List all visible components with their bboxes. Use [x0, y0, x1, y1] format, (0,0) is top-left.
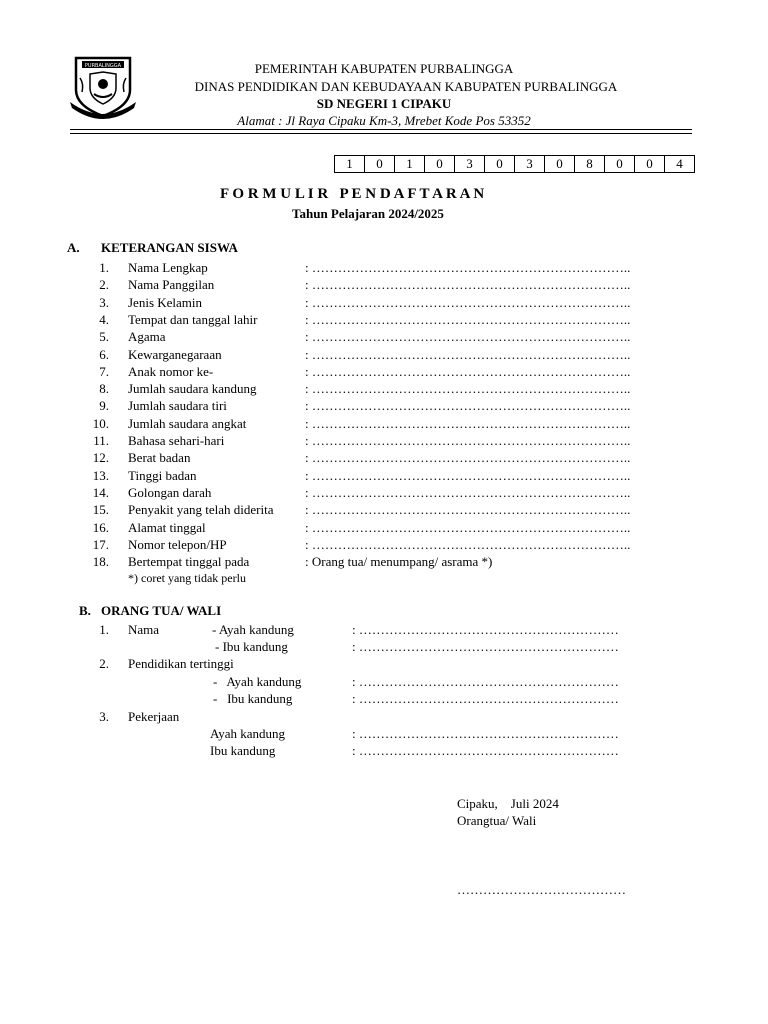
section-b-fill-line: : …………………………………………………… — [352, 622, 619, 637]
section-a-item-number: 18. — [92, 554, 109, 569]
section-a-item-fill: : ……………………………………………………………….. — [305, 416, 631, 431]
section-a-item-label: Berat badan — [128, 450, 191, 465]
section-a-item-label: Nama Lengkap — [128, 260, 208, 275]
section-b-sublabel: - Ibu kandung — [213, 691, 293, 706]
section-a-item-number: 8. — [99, 381, 109, 396]
section-b-item-number: 3. — [99, 709, 109, 724]
section-a-item-fill: : ……………………………………………………………….. — [305, 398, 631, 413]
section-a-item-label: Agama — [128, 329, 166, 344]
section-a-item-fill: : ……………………………………………………………….. — [305, 312, 631, 327]
section-a-item-label: Kewarganegaraan — [128, 347, 222, 362]
registration-digit: 0 — [425, 156, 455, 173]
header-divider-thick — [70, 129, 692, 130]
section-a-item-number: 4. — [99, 312, 109, 327]
section-a-letter: A. — [67, 240, 80, 255]
section-a-item-label: Anak nomor ke- — [128, 364, 214, 379]
section-b-fill-line: : …………………………………………………… — [352, 674, 619, 689]
section-a-item-label: Jenis Kelamin — [128, 295, 203, 310]
registration-digit: 3 — [455, 156, 485, 173]
section-b-fill-line: : …………………………………………………… — [352, 726, 619, 741]
section-a-item-fill: : ……………………………………………………………….. — [305, 260, 631, 275]
section-a-title: KETERANGAN SISWA — [101, 240, 238, 255]
section-b-fill-line: : …………………………………………………… — [352, 639, 619, 654]
section-a-item-fill: : ……………………………………………………………….. — [305, 347, 631, 362]
form-title: F O R M U L I R P E N D A F T A R A N — [220, 186, 485, 202]
signature-line: ………………………………… — [457, 882, 626, 897]
section-a-item-label: Tinggi badan — [128, 468, 197, 483]
section-a-item-number: 2. — [99, 277, 109, 292]
section-a-item-fill: : ……………………………………………………………….. — [305, 381, 631, 396]
section-b-sublabel: - Ayah kandung — [212, 622, 294, 637]
section-a-item-fill: : ……………………………………………………………….. — [305, 502, 631, 517]
registration-number-boxes — [334, 155, 695, 173]
header-government: PEMERINTAH KABUPATEN PURBALINGGA — [254, 61, 514, 76]
section-a-item-fill: : Orang tua/ menumpang/ asrama *) — [305, 554, 493, 569]
section-a-item-label: Nama Panggilan — [128, 277, 215, 292]
section-a-item-fill: : ……………………………………………………………….. — [305, 450, 631, 465]
section-a-item-number: 16. — [92, 520, 109, 535]
section-a-item-label: Golongan darah — [128, 485, 212, 500]
header-school-name: SD NEGERI 1 CIPAKU — [316, 96, 452, 111]
section-b-item-number: 2. — [99, 656, 109, 671]
section-a-item-number: 12. — [92, 450, 109, 465]
section-b-sublabel: - Ayah kandung — [213, 674, 302, 689]
section-a-item-number: 5. — [99, 329, 109, 344]
section-a-item-fill: : ……………………………………………………………….. — [305, 277, 631, 292]
section-a-item-fill: : ……………………………………………………………….. — [305, 295, 631, 310]
section-a-item-fill: : ……………………………………………………………….. — [305, 433, 631, 448]
section-a-item-number: 11. — [93, 433, 109, 448]
registration-digit: 0 — [545, 156, 575, 173]
section-a-item-fill: : ……………………………………………………………….. — [305, 364, 631, 379]
section-a-item-number: 7. — [99, 364, 109, 379]
section-b-title: ORANG TUA/ WALI — [101, 603, 222, 618]
section-b-item-label: Nama — [128, 622, 160, 637]
section-a-note: *) coret yang tidak perlu — [128, 571, 246, 585]
section-b-item-label: Pendidikan tertinggi — [128, 656, 234, 671]
header-address: Alamat : Jl Raya Cipaku Km-3, Mrebet Kode Pos 53352 — [237, 113, 531, 128]
section-a-item-label: Jumlah saudara tiri — [128, 398, 227, 413]
svg-text:PURBALINGGA: PURBALINGGA — [84, 63, 122, 69]
section-a-item-label: Nomor telepon/HP — [128, 537, 227, 552]
form-year: Tahun Pelajaran 2024/2025 — [292, 206, 444, 221]
section-a-item-label: Jumlah saudara angkat — [128, 416, 247, 431]
section-a-item-fill: : ……………………………………………………………….. — [305, 468, 631, 483]
registration-digit: 8 — [575, 156, 605, 173]
header-divider-thin — [70, 133, 692, 134]
registration-digit: 1 — [335, 156, 365, 173]
registration-digit: 0 — [605, 156, 635, 173]
section-a-item-label: Bahasa sehari-hari — [128, 433, 225, 448]
registration-digit: 0 — [485, 156, 515, 173]
section-a-item-number: 17. — [92, 537, 109, 552]
section-b-sublabel: - Ibu kandung — [215, 639, 288, 654]
section-b-item-number: 1. — [99, 622, 109, 637]
section-a-item-label: Tempat dan tanggal lahir — [128, 312, 258, 327]
section-a-item-number: 15. — [92, 502, 109, 517]
section-a-item-label: Penyakit yang telah diderita — [128, 502, 274, 517]
section-a-item-label: Alamat tinggal — [128, 520, 206, 535]
section-a-item-fill: : ……………………………………………………………….. — [305, 537, 631, 552]
section-a-item-label: Bertempat tinggal pada — [128, 554, 250, 569]
section-a-item-fill: : ……………………………………………………………….. — [305, 485, 631, 500]
registration-digit: 3 — [515, 156, 545, 173]
section-a-item-fill: : ……………………………………………………………….. — [305, 520, 631, 535]
registration-digit: 0 — [365, 156, 395, 173]
section-a-item-number: 9. — [99, 398, 109, 413]
section-a-item-label: Jumlah saudara kandung — [128, 381, 257, 396]
section-b-fill-line: : …………………………………………………… — [352, 691, 619, 706]
signature-place-date: Cipaku, Juli 2024 — [457, 796, 559, 811]
section-a-item-number: 6. — [99, 347, 109, 362]
signature-role: Orangtua/ Wali — [457, 813, 537, 828]
header-department: DINAS PENDIDIKAN DAN KEBUDAYAAN KABUPATEN PURBALINGGA — [194, 79, 618, 94]
section-a-item-number: 10. — [92, 416, 109, 431]
registration-digit: 4 — [665, 156, 695, 173]
section-a-item-number: 1. — [99, 260, 109, 275]
section-a-item-number: 13. — [92, 468, 109, 483]
section-b-sublabel: Ayah kandung — [210, 726, 285, 741]
registration-digit: 0 — [635, 156, 665, 173]
section-b-fill-line: : …………………………………………………… — [352, 743, 619, 758]
section-a-item-number: 3. — [99, 295, 109, 310]
section-b-sublabel: Ibu kandung — [210, 743, 276, 758]
section-a-item-number: 14. — [92, 485, 109, 500]
section-a-item-fill: : ……………………………………………………………….. — [305, 329, 631, 344]
section-b-item-label: Pekerjaan — [128, 709, 180, 724]
section-b-letter: B. — [79, 603, 91, 618]
registration-digit: 1 — [395, 156, 425, 173]
